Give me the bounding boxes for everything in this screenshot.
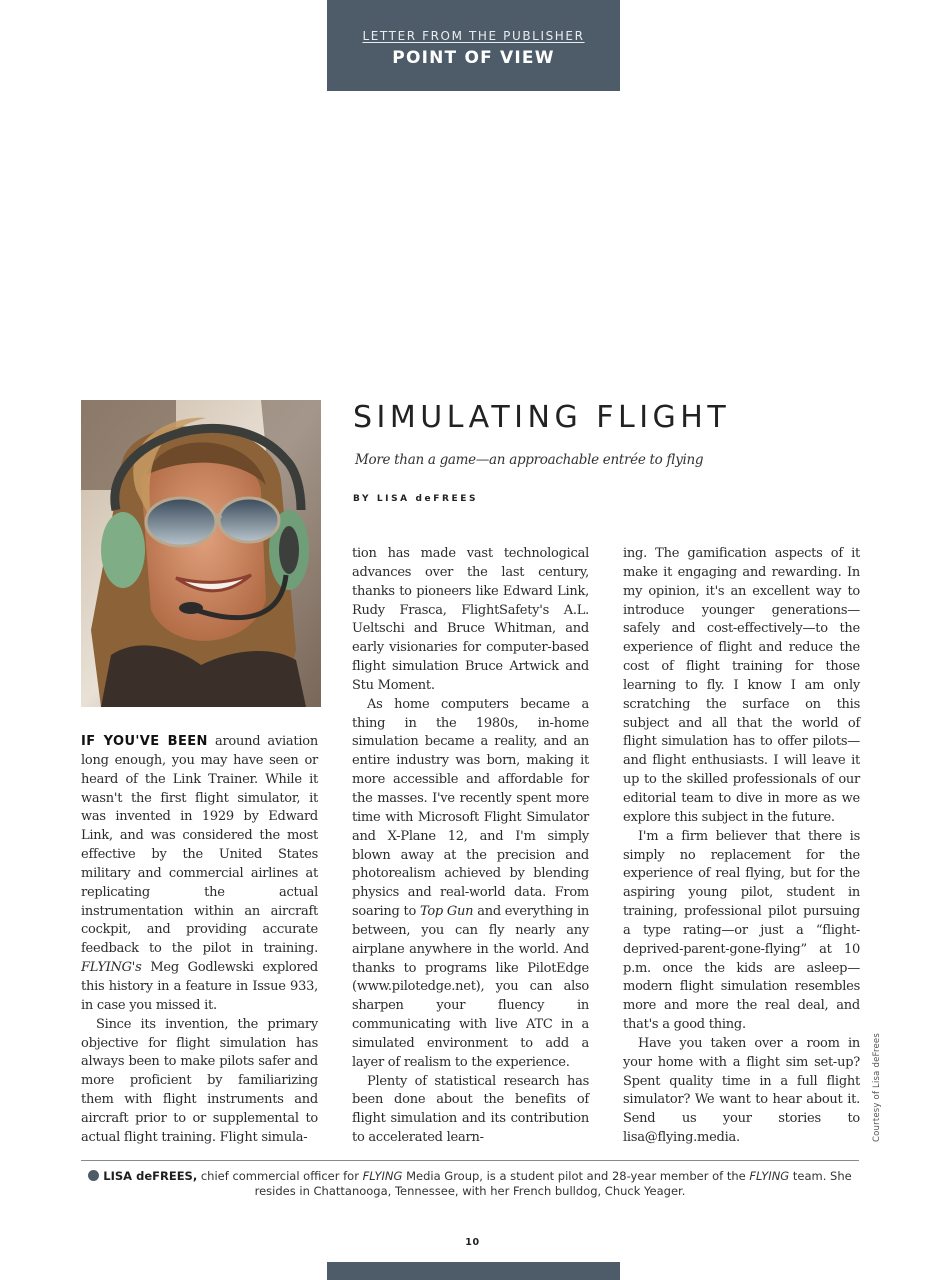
page-number: 10: [465, 1237, 480, 1248]
footer-tab: [327, 1262, 620, 1280]
section-kicker[interactable]: LETTER FROM THE PUBLISHER: [362, 29, 585, 43]
author-portrait-image: [81, 400, 321, 707]
bio-text: Media Group, is a student pilot and 28-year member of the: [402, 1169, 750, 1183]
text-column-2: [352, 545, 589, 1148]
paragraph-text: and everything in between, you can fly nearly any airplane anywhere in the world. And thanks to programs like PilotEdge (www.pilotedge.net), you can also sharpen your fluency in communicating with live ATC in a simulated environment to add a layer of realism to the experience.: [352, 904, 589, 1070]
paragraph-text: Meg Godlewski explored this history in a feature in Issue 933, in case you missed it.: [81, 960, 318, 1013]
paragraph: Since its invention, the primary objective for flight simulation has always been to make pilots safer and more proficient by familiarizing them with flight instruments and aircraft prior to or supplemental to actual flight training. Flight simula-: [81, 1016, 318, 1145]
article-title: SIMULATING FLIGHT: [353, 400, 731, 435]
lead-in: IF YOU'VE BEEN: [81, 734, 208, 749]
photo-credit: Courtesy of Lisa deFrees: [872, 1033, 882, 1142]
bio-text: chief commercial officer for: [197, 1169, 363, 1183]
article-subtitle: More than a game—an approachable entrée to flying: [355, 452, 704, 468]
author-bio: [81, 1169, 859, 1199]
magazine-name: FLYING's: [81, 960, 142, 976]
paragraph: Plenty of statistical research has been done about the benefits of flight simulation and its contribution to accelerated learn-: [352, 1073, 589, 1146]
bullet-icon: [88, 1170, 99, 1181]
paragraph-continued: ing. The gamification aspects of it make it engaging and rewarding. In my opinion, it's an excellent way to introduce younger generations—safely and cost-effectively—to the experience of flight and reduce the cost of flight training for those learning to fly. I know I am only scratching the surface on this subject and all that the world of flight simulation has to offer pilots—and flight enthusiasts. I will leave it up to the skilled professionals of our editorial team to dive in more as we explore this subject in the future.: [623, 546, 860, 825]
text-column-1: [81, 733, 318, 1148]
text-column-3: [623, 545, 860, 1148]
bio-text: team. She resides in Chattanooga, Tennessee, with her French bulldog, Chuck Yeager.: [254, 1169, 852, 1198]
publication-name: FLYING: [362, 1169, 403, 1183]
section-title: POINT OF VIEW: [392, 48, 555, 68]
bio-name: LISA deFREES,: [103, 1169, 198, 1183]
paragraph: I'm a firm believer that there is simply no replacement for the experience of real flying, but for the aspiring young pilot, student in training, professional pilot pursuing a type rating—or just a “flight-deprived-parent-gone-flying” at 10 p.m. once the kids are asleep—modern flight simulation resembles more and more the real deal, and that's a good thing.: [623, 828, 860, 1033]
paragraph: Have you taken over a room in your home with a flight sim set-up? Spent quality time in a full flight simulator? We want to hear about it. Send us your stories to lisa@flying.media.: [623, 1035, 860, 1146]
divider: [81, 1160, 859, 1161]
section-header-tab: [327, 0, 620, 91]
paragraph-text: around aviation long enough, you may have seen or heard of the Link Trainer. While it wasn't the first flight simulator, it was invented in 1929 by Edward Link, and was considered the most effective by the United States military and commercial airlines at replicating the actual instrumentation within an aircraft cockpit, and providing accurate feedback to the pilot in training.: [81, 734, 318, 957]
paragraph: [352, 696, 589, 1073]
film-title: Top Gun: [419, 904, 474, 920]
paragraph-text: As home computers became a thing in the 1980s, in-home simulation became a reality, and an entire industry was born, making it more accessible and affordable for the masses. I've recently spent more time with Microsoft Flight Simulator and X-Plane 12, and I'm simply blown away at the precision and photorealism achieved by blending physics and real-world data. From soaring to: [352, 696, 589, 920]
publication-name: FLYING: [749, 1169, 790, 1183]
article-byline: BY LISA deFREES: [353, 494, 479, 504]
author-photo: [81, 400, 321, 707]
paragraph: [81, 733, 318, 1016]
paragraph-continued: tion has made vast technological advances over the last century, thanks to pioneers like Edward Link, Rudy Frasca, FlightSafety's A.L. Ueltschi and Bruce Whitman, and early visionaries for computer-based flight simulation Bruce Artwick and Stu Moment.: [352, 546, 589, 693]
